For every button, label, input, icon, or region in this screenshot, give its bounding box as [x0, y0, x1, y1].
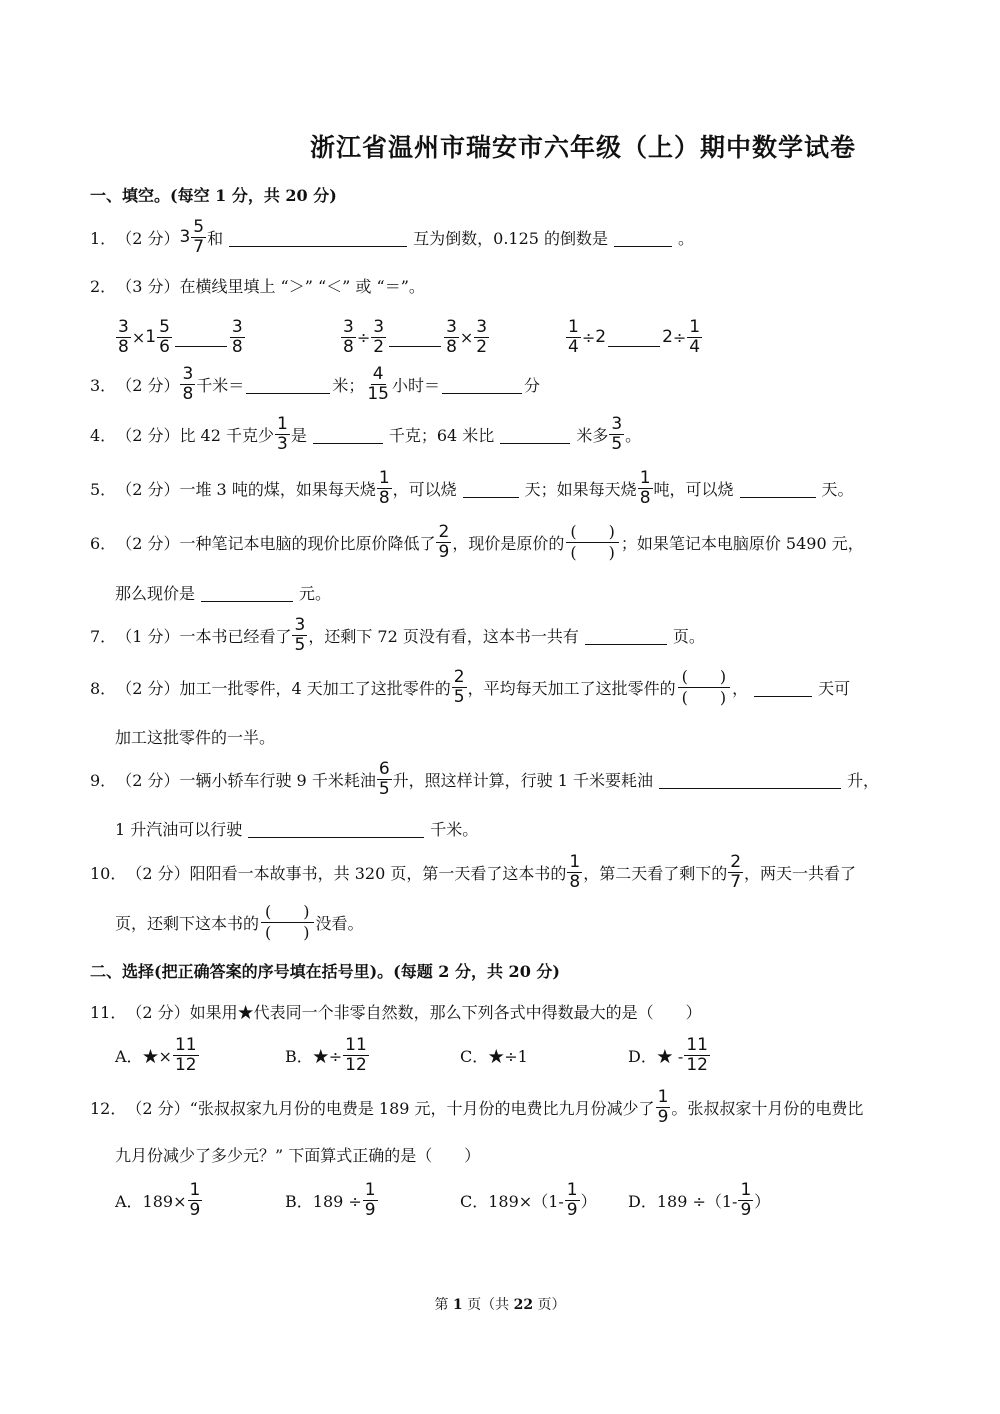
- question-6: [90, 522, 920, 562]
- question-2: [90, 265, 920, 305]
- q9-score: （2 分）: [116, 770, 180, 790]
- q4-blank-1[interactable]: [313, 425, 383, 444]
- q5-text-4: 吨，可以烧: [653, 479, 734, 499]
- q9-text-1: 一辆小轿车行驶 9 千米耗油: [179, 770, 376, 790]
- q5-text-1: 一堆 3 吨的煤，如果每天烧: [179, 479, 376, 499]
- q8-text-3: ，: [732, 678, 749, 698]
- q5-text-5: 天。: [821, 479, 854, 499]
- q3-text-1: 千米＝: [196, 375, 245, 395]
- q11-num: 11．: [90, 1002, 127, 1022]
- q3-text-4: 分: [523, 375, 540, 395]
- q11-score: （2 分）: [126, 1002, 190, 1022]
- q6-text-4: 那么现价是: [115, 583, 196, 603]
- q12-score: （2 分）: [126, 1098, 190, 1118]
- q12-text-2: 。张叔叔家十月份的电费比: [671, 1098, 864, 1118]
- question-12: [90, 1087, 920, 1127]
- section-2-heading: 二、选择(把正确答案的序号填在括号里)。(每题 2 分，共 20 分): [90, 961, 560, 981]
- question-9-cont: [115, 808, 945, 848]
- q3-score: （2 分）: [116, 375, 180, 395]
- q1-text-3: 。: [678, 228, 695, 248]
- question-10: [90, 852, 920, 892]
- q4-score: （2 分）: [116, 425, 180, 445]
- footer-mid: 页（共: [462, 1297, 514, 1313]
- q7-text-1: 一本书已经看了: [179, 626, 292, 646]
- q11-option-d[interactable]: D．★ - $\frac{11}{12}$: [628, 1034, 708, 1075]
- q8-text-4: 天可: [818, 678, 851, 698]
- q12-options: [115, 1178, 945, 1222]
- q12-fraction: $\frac{1}{9}$: [657, 1086, 669, 1127]
- q4-fraction-1: $\frac{1}{3}$: [277, 413, 288, 454]
- q3-blank-2[interactable]: [442, 375, 522, 394]
- q2-text: 在横线里填上 “＞” “＜” 或 “＝”。: [179, 276, 425, 296]
- q9-fraction: $\frac{6}{5}$: [378, 758, 390, 799]
- q10-num: 10．: [90, 863, 127, 883]
- q10-text-5: 没看。: [315, 913, 364, 933]
- q12-num: 12．: [90, 1098, 127, 1118]
- q2-blank-b[interactable]: [389, 328, 441, 347]
- question-4: [90, 414, 920, 454]
- q6-fraction: $\frac{2}{9}$: [438, 521, 450, 562]
- q2-score: （3 分）: [116, 276, 180, 296]
- question-3: [90, 364, 920, 404]
- q9-text-3: 升，: [847, 770, 880, 790]
- q3-blank-1[interactable]: [246, 375, 330, 394]
- q10-text-4: 页，还剩下这本书的: [115, 913, 260, 933]
- q5-fraction-1: $\frac{1}{8}$: [378, 467, 390, 508]
- q12-option-d[interactable]: D．189 ÷（1- $\frac{1}{9}$ ）: [628, 1179, 771, 1220]
- q4-fraction-2: $\frac{3}{5}$: [611, 413, 623, 454]
- q10-score: （2 分）: [126, 863, 190, 883]
- q2-blank-a[interactable]: [175, 328, 227, 347]
- q2-expr-c: $\frac{1}{4}$ ÷ 2 2 ÷ $\frac{1}{4}$: [568, 316, 701, 357]
- q4-text-4: 米多: [576, 425, 609, 445]
- q8-score: （2 分）: [116, 678, 180, 698]
- q9-text-5: 千米。: [430, 819, 479, 839]
- q3-fraction-1: $\frac{3}{8}$: [182, 363, 194, 404]
- q8-num: 8．: [90, 678, 117, 698]
- q4-blank-2[interactable]: [500, 425, 570, 444]
- q9-text-2: 升，照这样计算，行驶 1 千米要耗油: [392, 770, 654, 790]
- q12-option-c[interactable]: C．189×（1- $\frac{1}{9}$ ）: [460, 1179, 597, 1220]
- q1-text-1: 和: [207, 228, 224, 248]
- q2-expr-b: $\frac{3}{8}$ ÷ $\frac{3}{2}$ $\frac{3}{8}$ × $\frac{3}{2}$: [343, 316, 488, 357]
- q10-fraction-2: $\frac{2}{7}$: [730, 851, 742, 892]
- q9-text-4: 1 升汽油可以行驶: [115, 819, 243, 839]
- q11-text: 如果用★代表同一个非零自然数，那么下列各式中得数最大的是（ ）: [189, 1002, 702, 1022]
- q8-text-5: 加工这批零件的一半。: [115, 727, 276, 747]
- q1-blank-1[interactable]: [229, 228, 407, 247]
- q5-text-2: ，可以烧: [392, 479, 457, 499]
- q11-option-a[interactable]: A．★× $\frac{11}{12}$: [115, 1034, 197, 1075]
- q1-score: （2 分）: [116, 228, 180, 248]
- question-11: [90, 991, 920, 1031]
- question-10-cont: [115, 902, 945, 942]
- q5-blank-1[interactable]: [463, 479, 519, 498]
- q10-fraction-1: $\frac{1}{8}$: [569, 851, 581, 892]
- q6-text-5: 元。: [299, 583, 332, 603]
- page-footer: [0, 1294, 1000, 1314]
- footer-post: 页）: [533, 1297, 566, 1313]
- q6-blank[interactable]: [201, 583, 293, 602]
- footer-page-number: 1: [452, 1297, 463, 1313]
- q10-text-2: ，第二天看了剩下的: [583, 863, 728, 883]
- page-title: 浙江省温州市瑞安市六年级（上）期中数学试卷: [309, 133, 856, 162]
- footer-pre: 第: [434, 1297, 453, 1313]
- q11-options: [115, 1033, 945, 1077]
- q8-paren-fraction[interactable]: ( ) ( ): [678, 667, 731, 708]
- q12-option-a[interactable]: A．189× $\frac{1}{9}$: [115, 1179, 201, 1220]
- q8-fraction: $\frac{2}{5}$: [453, 666, 465, 707]
- q7-text-2: ，还剩下 72 页没有看，这本书一共有: [308, 626, 579, 646]
- q6-score: （2 分）: [116, 533, 180, 553]
- q5-fraction-2: $\frac{1}{8}$: [639, 467, 651, 508]
- q5-text-3: 天；如果每天烧: [524, 479, 637, 499]
- question-5: [90, 468, 920, 508]
- q6-paren-fraction[interactable]: ( ) ( ): [566, 522, 619, 563]
- q3-text-3: 小时＝: [391, 375, 440, 395]
- question-9: [90, 759, 920, 799]
- q7-num: 7．: [90, 626, 117, 646]
- q9-blank-2[interactable]: [248, 819, 424, 838]
- q4-text-2: 是: [290, 425, 307, 445]
- q7-score: （1 分）: [116, 626, 180, 646]
- q5-score: （2 分）: [116, 479, 180, 499]
- q7-blank[interactable]: [585, 626, 667, 645]
- q10-paren-fraction[interactable]: ( ) ( ): [261, 902, 314, 943]
- q12-option-b[interactable]: B．189 ÷ $\frac{1}{9}$: [285, 1179, 376, 1220]
- question-8: [90, 667, 920, 707]
- q8-blank[interactable]: [754, 678, 812, 697]
- q2-expressions: [115, 315, 945, 359]
- q12-text-1: “张叔叔家九月份的电费是 189 元，十月份的电费比九月份减少了: [189, 1098, 655, 1118]
- q9-num: 9．: [90, 770, 117, 790]
- q2-blank-c[interactable]: [608, 328, 660, 347]
- question-1: [90, 217, 920, 257]
- q1-fraction: $\frac{5}{7}$: [193, 216, 205, 257]
- footer-total-pages: 22: [513, 1297, 534, 1313]
- q10-text-1: 阳阳看一本故事书，共 320 页，第一天看了这本书的: [189, 863, 567, 883]
- section-1-heading: 一、填空。(每空 1 分，共 20 分): [90, 185, 337, 205]
- q3-fraction-2: $\frac{4}{15}$: [367, 363, 389, 404]
- q10-text-3: ，两天一共看了: [744, 863, 857, 883]
- question-12-cont: [115, 1134, 945, 1174]
- question-6-cont: [115, 572, 945, 612]
- q12-text-3: 九月份减少了多少元？” 下面算式正确的是（ ）: [115, 1145, 481, 1165]
- q11-option-c[interactable]: C．★÷1: [460, 1046, 528, 1066]
- q6-text-2: ，现价是原价的: [452, 533, 565, 553]
- q8-text-2: ，平均每天加工了这批零件的: [467, 678, 676, 698]
- q7-text-3: 页。: [672, 626, 705, 646]
- q2-num: 2．: [90, 276, 117, 296]
- q6-num: 6．: [90, 533, 117, 553]
- question-7: [90, 615, 920, 655]
- q1-num: 1．: [90, 228, 117, 248]
- q3-num: 3．: [90, 375, 117, 395]
- q9-blank-1[interactable]: [659, 770, 841, 789]
- q6-text-1: 一种笔记本电脑的现价比原价降低了: [179, 533, 436, 553]
- q2-expr-a: $\frac{3}{8}$ × 1 $\frac{5}{6}$ $\frac{3}{8}$: [118, 316, 243, 357]
- q1-mixed-int: 3: [179, 227, 191, 247]
- q8-text-1: 加工一批零件，4 天加工了这批零件的: [179, 678, 451, 698]
- q5-num: 5．: [90, 479, 117, 499]
- q1-blank-2[interactable]: [614, 228, 672, 247]
- q4-text-3: 千克；64 米比: [388, 425, 495, 445]
- q7-fraction: $\frac{3}{5}$: [294, 614, 306, 655]
- q6-text-3: ；如果笔记本电脑原价 5490 元，: [620, 533, 864, 553]
- q4-text-5: 。: [625, 425, 642, 445]
- q1-text-2: 互为倒数，0.125 的倒数是: [413, 228, 609, 248]
- q5-blank-2[interactable]: [740, 479, 816, 498]
- q3-text-2: 米；: [332, 375, 365, 395]
- question-8-cont: [115, 716, 945, 756]
- q11-option-b[interactable]: B．★÷ $\frac{11}{12}$: [285, 1034, 367, 1075]
- q4-num: 4．: [90, 425, 117, 445]
- q4-text-1: 比 42 千克少: [179, 425, 275, 445]
